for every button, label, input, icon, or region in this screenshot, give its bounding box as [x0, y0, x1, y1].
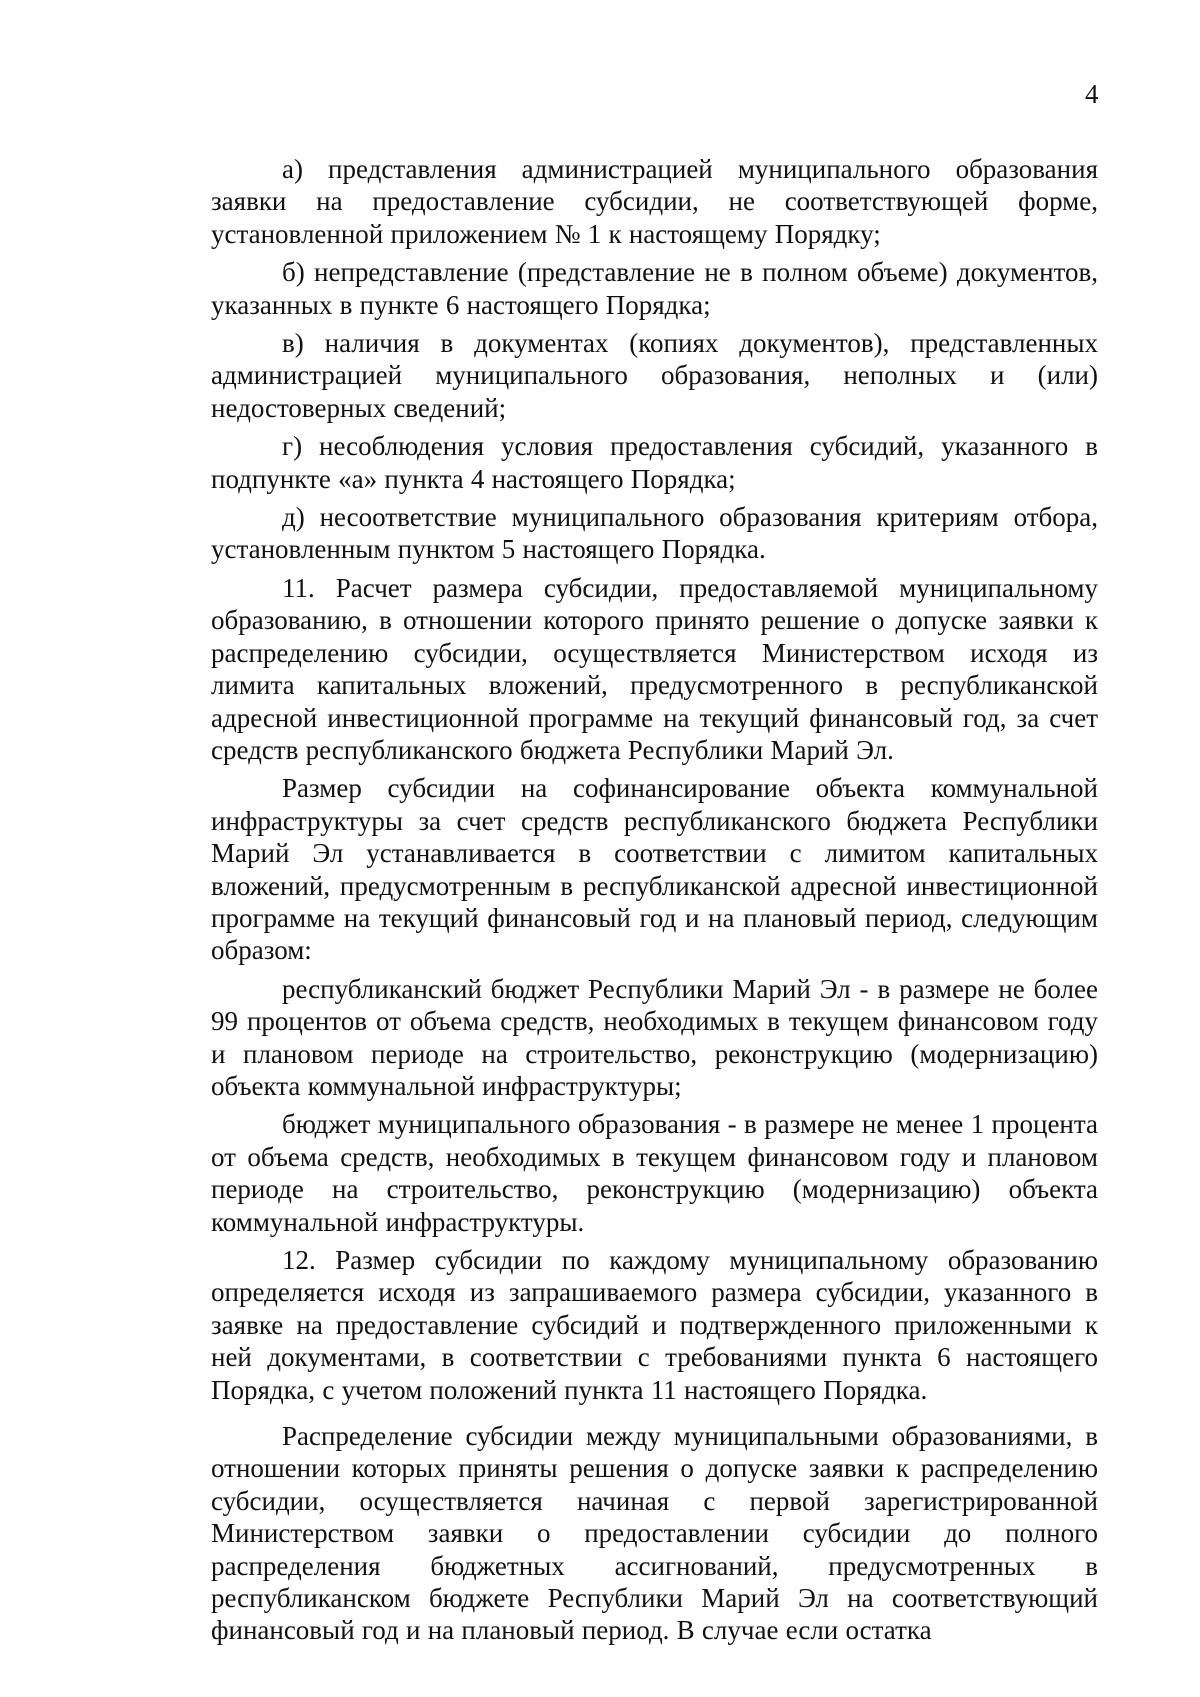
paragraph-a: а) представления администрацией муниципального образования заявки на предоставление субсидии, не соответствующей форме, установленной приложением № 1 к настоящему Порядку; [211, 154, 1098, 249]
paragraph-b: б) непредставление (представление не в полном объеме) документов, указанных в пункте 6 настоящего Порядка; [211, 257, 1098, 320]
page-number: 4 [1085, 79, 1099, 109]
document-body [211, 153, 1098, 1647]
paragraph-republican-budget: республиканский бюджет Республики Марий Эл - в размере не более 99 процентов от объема средств, необходимых в текущем финансовом году и плановом периоде на строительство, реконструкцию (модернизацию) объекта коммунальной инфраструктуры; [211, 973, 1098, 1101]
paragraph-g: г) несоблюдения условия предоставления субсидий, указанного в подпункте «а» пункта 4 настоящего Порядка; [211, 431, 1098, 494]
paragraph-d: д) несоответствие муниципального образования критериям отбора, установленным пунктом 5 настоящего Порядка. [211, 502, 1098, 565]
paragraph-11: 11. Расчет размера субсидии, предоставляемой муниципальному образованию, в отношении которого принято решение о допуске заявки к распределению субсидии, осуществляется Министерством исходя из лимита капитальных вложений, предусмотренного в республиканской адресной инвестиционной программе на текущий финансовый год, за счет средств республиканского бюджета Республики Марий Эл. [211, 572, 1098, 765]
paragraph-subsidy-size: Размер субсидии на софинансирование объекта коммунальной инфраструктуры за счет средств республиканского бюджета Республики Марий Эл устанавливается в соответствии с лимитом капитальных вложений, предусмотренным в республиканской адресной инвестиционной программе на текущий финансовый год и на плановый период, следующим образом: [211, 773, 1098, 966]
paragraph-v: в) наличия в документах (копиях документов), представленных администрацией муниципального образования, неполных и (или) недостоверных сведений; [211, 328, 1098, 423]
paragraph-12: 12. Размер субсидии по каждому муниципальному образованию определяется исходя из запрашиваемого размера субсидии, указанного в заявке на предоставление субсидий и подтвержденного приложенными к ней документами, в соответствии с требованиями пункта 6 настоящего Порядка, с учетом положений пункта 11 настоящего Порядка. [211, 1245, 1098, 1405]
paragraph-municipal-budget: бюджет муниципального образования - в размере не менее 1 процента от объема средств, необходимых в текущем финансовом году и плановом периоде на строительство, реконструкцию (модернизацию) объекта коммунальной инфраструктуры. [211, 1109, 1098, 1237]
paragraph-distribution: Распределение субсидии между муниципальными образованиями, в отношении которых приняты решения о допуске заявки к распределению субсидии, осуществляется начиная с первой зарегистрированной Министерством заявки о предоставлении субсидии до полного распределения бюджетных ассигнований, предусмотренных в республиканском бюджете Республики Марий Эл на соответствующий финансовый год и на плановый период. В случае если остатка [211, 1421, 1098, 1646]
